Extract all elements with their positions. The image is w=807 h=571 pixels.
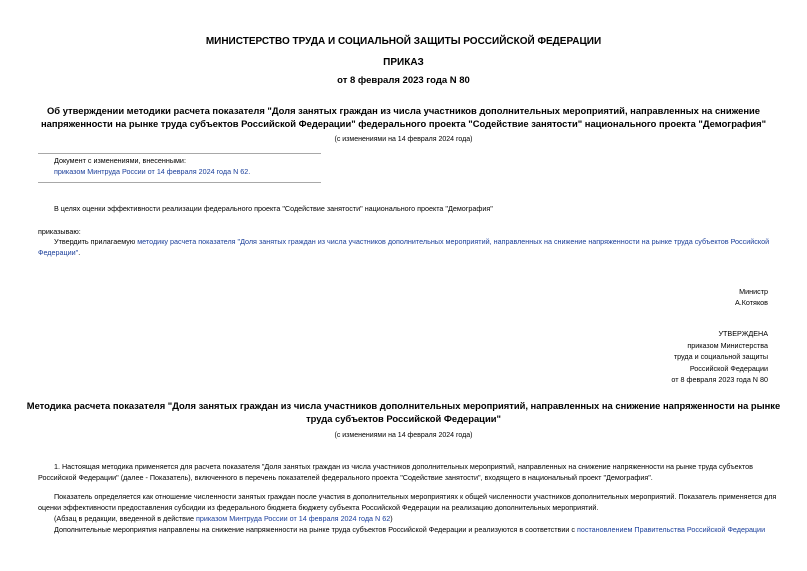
paragraph-2-line-1: Показатель определяется как отношение численности занятых граждан после участия в дополнительных мероприятиях к общей численности участников дополнительных мероприятий. Показатель применяется для [54, 492, 777, 501]
paragraph-1-line-2: Российской Федерации" (далее - Показатель), включенного в перечень показателей федерального проекта "Содействие занятости", входящего в национальный проект "Демография". [38, 473, 653, 482]
paragraph-1-line-1: 1. Настоящая методика применяется для расчета показателя "Доля занятых граждан из числа участников дополнительных мероприятий, направленных на снижение напряженности на рынке труда субъектов [54, 462, 753, 471]
document-type: ПРИКАЗ [383, 57, 424, 68]
signature-name: А.Котяков [734, 298, 768, 307]
paragraph-3 [38, 524, 773, 535]
title-line-2: напряженности на рынке труда субъектов Российской Федерации" федерального проекта "Содействие занятости" национального проекта "Демография" [40, 118, 767, 129]
approval-line-5: от 8 февраля 2023 года N 80 [671, 375, 768, 384]
signature-position: Министр [739, 287, 768, 296]
change-box-label: Документ с изменениями, внесенными: [54, 156, 186, 165]
methodology-link-cont[interactable]: Федерации" [38, 248, 79, 257]
approval-line-4: Российской Федерации [689, 363, 768, 373]
approve-text: Утвердить прилагаемую [54, 237, 138, 246]
change-box-top-rule [38, 153, 321, 154]
government-decree-link[interactable]: постановлением Правительства Российской Федерации [576, 525, 766, 534]
amendment-link[interactable]: приказом Минтруда России от 14 февраля 2024 года N 62. [54, 167, 251, 176]
approval-stamp [671, 328, 768, 386]
intro-paragraph: В целях оценки эффективности реализации федерального проекта "Содействие занятости" национального проекта "Демография" [54, 204, 493, 213]
approval-line-3: труда и социальной защиты [673, 352, 768, 361]
paragraph-2-note: (Абзац в редакции, введенной в действие [54, 514, 196, 523]
paragraph-3-text: Дополнительные мероприятия направлены на снижение напряженности на рынке труда субъектов Российской Федерации и реализуются в соответствии с [54, 525, 577, 534]
approve-paragraph [38, 236, 773, 258]
approve-end: . [78, 248, 81, 257]
methodology-title [0, 400, 807, 425]
ministry-name: МИНИСТЕРСТВО ТРУДА И СОЦИАЛЬНОЙ ЗАЩИТЫ РОССИЙСКОЙ ФЕДЕРАЦИИ [205, 36, 602, 47]
paragraph-2 [38, 491, 777, 524]
title-line-1: Об утверждении методики расчета показателя "Доля занятых граждан из числа участников дополнительных мероприятий, направленных на снижение [47, 105, 760, 116]
document-title [0, 104, 807, 130]
methodology-title-line-1: Методика расчета показателя "Доля занятых граждан из числа участников дополнительных мероприятий, направленных на снижение напряженности на рынке [26, 400, 781, 411]
paragraph-2-line-2: оценки эффективности предоставления субсидии из федерального бюджета бюджету субъекта Российской Федерации на реализацию дополнительных мероприятий. [38, 503, 599, 512]
change-box-bottom-rule [38, 182, 321, 183]
approval-line-1: УТВЕРЖДЕНА [718, 329, 768, 338]
methodology-title-line-2: труда субъектов Российской Федерации" [306, 412, 501, 424]
methodology-changes-note: (с изменениями на 14 февраля 2024 года) [334, 432, 473, 439]
paragraph-2-amendment-link[interactable]: приказом Минтруда России от 14 февраля 2024 года N 62 [195, 514, 391, 523]
title-changes-note: (с изменениями на 14 февраля 2024 года) [334, 136, 473, 143]
paragraph-2-note-end: ) [390, 514, 393, 523]
paragraph-1 [38, 461, 773, 483]
approval-line-2: приказом Министерства [687, 340, 768, 350]
methodology-link[interactable]: методику расчета показателя "Доля занятых граждан из числа участников дополнительных мероприятий, направленных на снижение напряженности на рынке труда субъектов Российской [137, 237, 770, 246]
document-date: от 8 февраля 2023 года N 80 [337, 75, 470, 86]
order-word: приказываю: [38, 227, 81, 236]
